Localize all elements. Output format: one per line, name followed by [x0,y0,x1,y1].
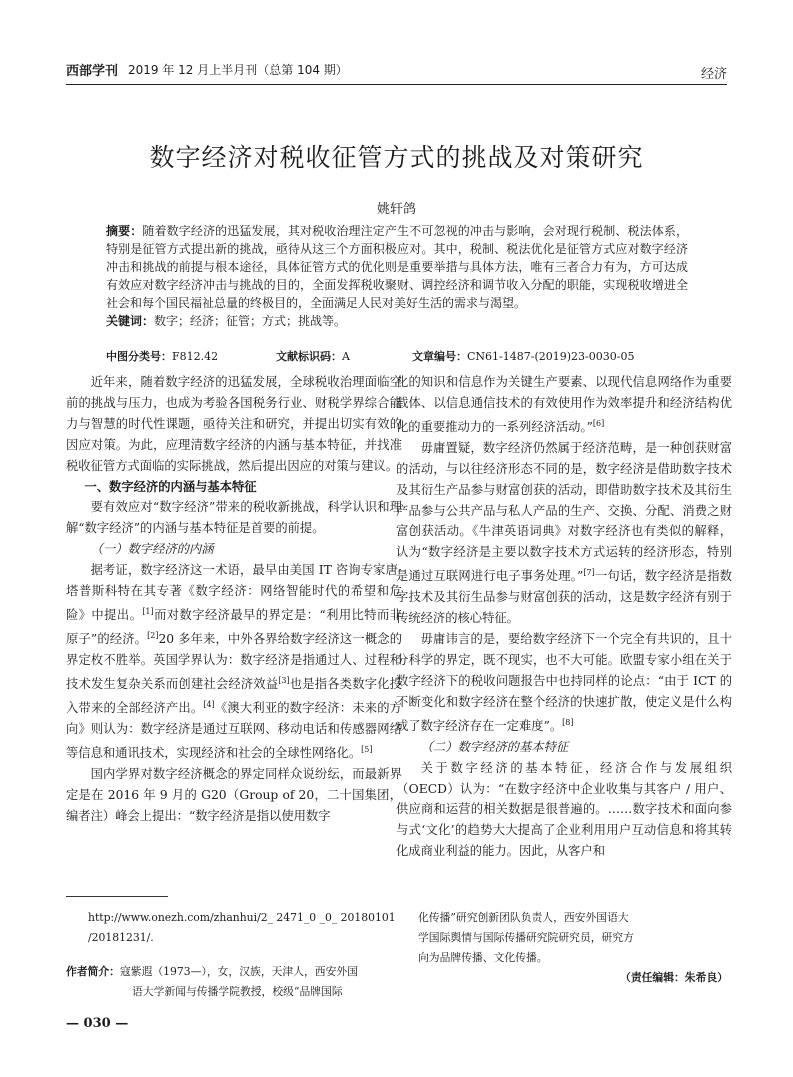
bio-label: 作者简介： [66,965,120,978]
editor-credit: （责任编辑：朱希良） [620,971,728,984]
keywords-label: 关键词： [106,314,155,328]
body-column-right [396,372,732,862]
subsection-heading: （二）数字经济的基本特征 [420,739,569,754]
citation-ref: [3] [278,675,290,685]
section-label: 经济 [700,67,727,82]
header-rule [66,84,727,85]
journal-name: 西部学刊 [66,64,119,79]
subsection-heading: （一）数字经济的内涵 [90,542,214,557]
author-bio: 作者简介：寇紫遐（1973—），女，汉族，天津人，西安外国 语大学新闻与传播学院教授，校级“品牌国际 [66,965,358,998]
reference-url: http://www.onezh.com/zhanhui/2_ 2471_0 _0_ 20180101 /20181231/. [88,911,396,944]
paragraph: 近年来，随着数字经济的迅猛发展，全球税收治理面临空前的挑战与压力，也成为考验各国税务行业、财税学界综合能力与智慧的时代性课题，亟待关注和研究，并提出切实有效的因应对策。为此，应理清数字经济的内涵与基本特征，并找准税收征管方式面临的实际挑战，然后提出因应的对策与建议。 [66,375,402,473]
issue-info: 2019 年 12 月上半月刊（总第 104 期） [128,63,348,77]
paragraph: 要有效应对“数字经济”带来的税收新挑战，科学认识和理解“数字经济”的内涵与基本特征是首要的前提。 [66,500,402,536]
citation-ref: [1] [142,606,154,616]
section-heading: 一、数字经济的内涵与基本特征 [84,478,257,494]
paragraph: 关于数字经济的基本特征，经济合作与发展组织（OECD）认为：“在数字经济中企业收集与其客户 / 用户、供应商和运营的相关数据是很普遍的。……数字技术和面向参与式‘文化’的趋势大大提高了企业利用用户互动信息和将其转化成商业利益的能力。因此，从客户和 [396,760,732,859]
clc-number: 中图分类号：F812.42 [106,350,219,363]
body-column-left [66,372,402,827]
paragraph: 据考证，数字经济这一术语，最早由美国 IT 咨询专家唐·塔普斯科特在其专著《数字经济：网络智能时代的希望和危险》中提出。[1]而对数字经济最早的界定是：“利用比特而非原子”的经济。[2]20 多年来，中外各界给数字经济这一概念的界定枚不胜举。英国学界认为：数字经济是指通过人、过程和技术发生复杂关系而创建社会经济效益[3]也是指各类数字化投入带来的全部经济产出。[4]《澳大利亚的数字经济：未来的方向》则认为：数字经济是通过互联网、移动电话和传感器网络等信息和通讯技术，实现经济和社会的全球性网络化。[5] [66,563,402,760]
article-number: 文章编号：CN61-1487-(2019)23-0030-05 [412,350,635,363]
paragraph: 化的知识和信息作为关键生产要素、以现代信息网络作为重要载体、以信息通信技术的有效使用作为效率提升和经济结构优化的重要推动力的一系列经济活动。”[6] [396,375,732,434]
citation-ref: [6] [592,418,605,428]
footnote-rule [66,896,168,897]
article-title: 数字经济对税收征管方式的挑战及对策研究 [149,143,644,172]
paragraph: 毋庸讳言的是，要给数字经济下一个完全有共识的，且十分科学的界定，既不现实，也不大可能。欧盟专家小组在关于数字经济下的税收问题报告中也持同样的论点：“由于 ICT 的不断变化和数字经济在整个经济的快速扩散，使定义是什么构成了数字经济存在一定难度”。[8] [396,632,732,733]
abstract-label: 摘要： [106,224,143,238]
citation-ref: [7] [583,568,595,578]
paragraph: 毋庸置疑，数字经济仍然属于经济范畴，是一种创获财富的活动，与以往经济形态不同的是，数字经济是借助数字技术及其衍生产品参与财富创获的活动，即借助数字技术及其衍生产品参与公共产品与私人产品的生产、交换、分配、消费之财富创获活动。《牛津英语词典》对数字经济也有类似的解释，认为“数字经济是主要以数字技术方式运转的经济形态，特别是通过互联网进行电子事务处理。”[7]一句话，数字经济是指数字技术及其衍生品参与财富创获的活动，这是数字经济有别于传统经济的核心特征。 [396,440,732,626]
page-number: — 030 — [66,1016,129,1031]
citation-ref: [5] [361,744,373,754]
paragraph: 国内学界对数字经济概念的界定同样众说纷纭，而最新界定是在 2016 年 9 月的 G20（Group of 20，二十国集团，编者注）峰会上提出：“数字经济是指以使用数字 [66,766,402,823]
citation-ref: [8] [562,717,574,727]
abstract-text: 随着数字经济的迅猛发展，其对税收治理注定产生不可忽视的冲击与影响，会对现行税制、税法体系，特别是征管方式提出新的挑战，亟待从这三个方面积极应对。其中，税制、税法优化是征管方式应对数字经济冲击和挑战的前提与根本途径，具体征管方式的优化则是重要举措与具体方法，唯有三者合力有为，方可达成有效应对数字经济冲击与挑战的目的，全面发挥税收聚财、调控经济和调节收入分配的职能，实现税收增进全社会和每个国民福祉总量的终极目的，全面满足人民对美好生活的需求与渴望。 [106,224,688,310]
author-name: 姚轩鸽 [376,202,416,217]
doc-code: 文献标识码：A [276,350,350,363]
citation-ref: [4] [203,699,215,709]
author-bio-continued: 化传播”研究创新团队负责人，西安外国语大 学国际舆情与国际传播研究院研究员，研究方 向为品牌传播、文化传播。 （责任编辑：朱希良） [418,908,728,988]
abstract [106,222,688,330]
keywords-text: 数字；经济；征管；方式；挑战等。 [154,314,347,328]
citation-ref: [2] [147,630,159,640]
